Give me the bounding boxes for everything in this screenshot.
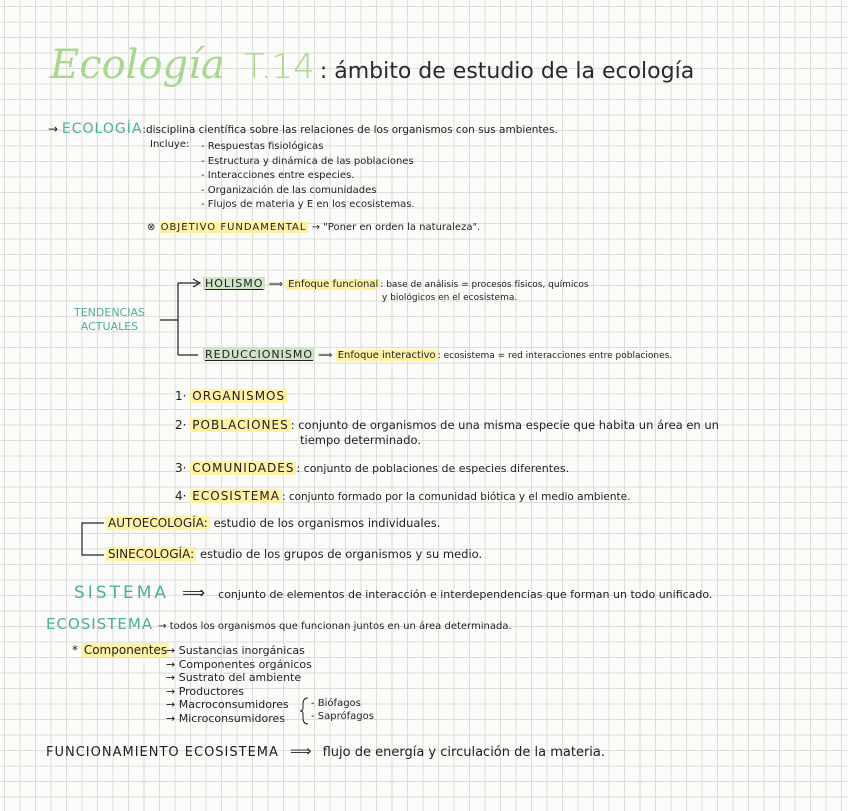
nivel-comunidades: 3· COMUNIDADES : conjunto de poblaciones de especies diferentes. [175, 461, 570, 475]
tendencias-label: TENDENCIAS ACTUALES [74, 306, 145, 333]
list-item: - Estructura y dinámica de las poblaciones [201, 155, 414, 167]
list-item: - Organización de las comunidades [201, 184, 377, 196]
componentes-label [72, 643, 169, 657]
list-item: - Saprófagos [311, 711, 374, 722]
ecosistema-term: ECOSISTEMA [46, 615, 154, 633]
sistema-text: conjunto de elementos de interacción e interdependencias que forman un todo unificado. [218, 588, 713, 601]
list-item: → Sustancias inorgánicas [166, 644, 305, 657]
list-item: → Componentes orgánicos [166, 657, 312, 671]
holismo-line [203, 277, 589, 290]
title-ecologia: Ecología [50, 42, 225, 88]
funcionamiento-line [46, 741, 605, 760]
sistema-term: SISTEMA [74, 583, 170, 603]
componentes-term: Componentes [83, 643, 168, 657]
sinecologia-line [106, 547, 482, 561]
list-item: → Sustrato del ambiente [166, 671, 302, 684]
objetivo-line [147, 222, 480, 233]
double-arrow-icon: ⟹ [182, 583, 206, 602]
list-item: - Interacciones entre especies. [201, 170, 355, 181]
title-number: T.14 [243, 47, 315, 87]
list-item: → Productores [166, 684, 244, 698]
holismo-term: HOLISMO [205, 277, 264, 290]
list-item: → Microconsumidores [166, 711, 286, 725]
incluye-list [201, 140, 415, 213]
funcionamiento-text: flujo de energía y circulación de la materia. [322, 745, 605, 760]
page-title [50, 42, 694, 88]
nivel-poblaciones: 2· POBLACIONES : conjunto de organismos de una misma especie que habita un área en un [175, 418, 719, 432]
objetivo-label: OBJETIVO FUNDAMENTAL [160, 222, 307, 233]
ecologia-text: :disciplina científica sobre las relaciones de los organismos con sus ambientes. [142, 124, 558, 136]
reduccionismo-line [203, 348, 672, 361]
list-item: → Macroconsumidores [166, 698, 289, 711]
nivel-organismos: 1· ORGANISMOS [175, 389, 286, 403]
sinecologia-term: SINECOLOGÍA: [108, 547, 195, 561]
nivel-ecosistema: 4· ECOSISTEMA : conjunto formado por la comunidad biótica y el medio ambiente. [175, 489, 631, 503]
ecologia-term: ECOLOGÍA [61, 121, 143, 137]
ecosistema-line [46, 614, 512, 633]
holismo-text-2: y biológicos en el ecosistema. [382, 293, 518, 303]
reduccionismo-approach: Enfoque interactivo [337, 350, 436, 361]
double-arrow-icon: ⟹ [268, 279, 283, 290]
nivel-poblaciones-2: tiempo determinado. [300, 433, 421, 447]
arrow-icon: → [48, 122, 59, 136]
list-item: - Biófagos [311, 698, 361, 709]
list-item: - Flujos de materia y E en los ecosistemas. [201, 199, 415, 210]
consumer-types [311, 697, 374, 723]
autoecologia-term: AUTOECOLOGÍA: [108, 516, 208, 530]
ecosistema-text: → todos los organismos que funcionan juntos en un área determinada. [158, 621, 512, 632]
incluye-label: Incluye: [150, 139, 190, 150]
holismo-text: : base de análisis = procesos físicos, químicos [380, 280, 589, 290]
asterisk-bullet-icon: * [72, 643, 78, 657]
autoecologia-text: estudio de los organismos individuales. [213, 516, 441, 530]
cross-bullet-icon: ⊗ [147, 222, 156, 233]
ecologia-definition [48, 121, 558, 137]
sinecologia-text: estudio de los grupos de organismos y su medio. [199, 547, 483, 561]
title-subtitle: : ámbito de estudio de la ecología [319, 59, 695, 84]
holismo-approach: Enfoque funcional [288, 279, 379, 290]
double-arrow-icon: ⟹ [290, 742, 312, 760]
objetivo-text: → "Poner en orden la naturaleza". [311, 222, 481, 233]
sistema-line [74, 583, 712, 603]
componentes-list [166, 644, 312, 725]
list-item: - Respuestas fisiológicas [201, 141, 324, 152]
reduccionismo-term: REDUCCIONISMO [205, 348, 313, 361]
double-arrow-icon: ⟹ [318, 350, 333, 361]
autoecologia-line [106, 516, 440, 530]
reduccionismo-text: : ecosistema = red interacciones entre poblaciones. [437, 351, 673, 361]
funcionamiento-term: FUNCIONAMIENTO ECOSISTEMA [46, 745, 279, 760]
